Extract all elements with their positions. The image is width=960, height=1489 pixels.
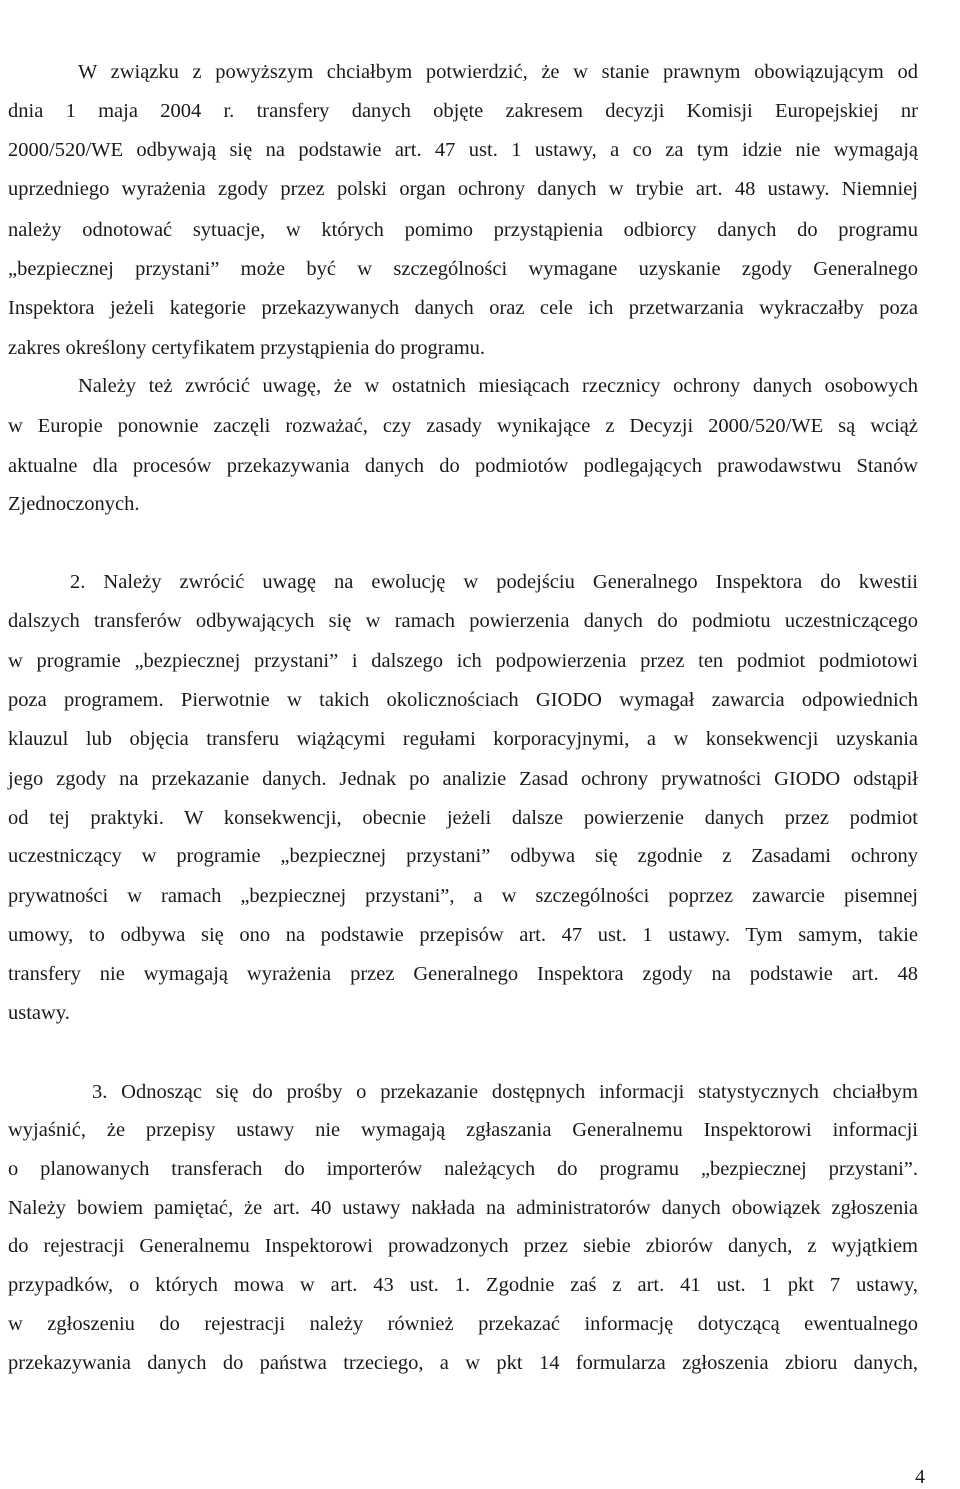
page-number: 4	[915, 1466, 925, 1488]
text-line: Zjednoczonych.	[8, 493, 140, 515]
text-line: 3. Odnosząc się do prośby o przekazanie dostępnych informacji statystycznych chciałbym	[92, 1081, 918, 1103]
text-line: zakres określony certyfikatem przystąpienia do programu.	[8, 337, 486, 359]
text-line: należy odnotować sytuacje, w których pomimo przystąpienia odbiorcy danych do programu	[8, 219, 918, 241]
text-line: W związku z powyższym chciałbym potwierdzić, że w stanie prawnym obowiązującym od	[78, 61, 918, 83]
text-line: Należy też zwrócić uwagę, że w ostatnich miesiącach rzecznicy ochrony danych osobowych	[78, 375, 918, 397]
text-line: przekazywania danych do państwa trzeciego, a w pkt 14 formularza zgłoszenia zbioru danych,	[8, 1352, 918, 1374]
text-line: uczestniczący w programie „bezpiecznej przystani” odbywa się zgodnie z Zasadami ochrony	[8, 845, 918, 867]
text-line: do rejestracji Generalnemu Inspektorowi prowadzonych przez siebie zbiorów danych, z wyjątkiem	[8, 1235, 918, 1257]
text-line: o planowanych transferach do importerów należących do programu „bezpiecznej przystani”.	[8, 1158, 918, 1180]
text-line: w programie „bezpiecznej przystani” i dalszego ich podpowierzenia przez ten podmiot podmiotowi	[8, 650, 918, 672]
text-line: 2000/520/WE odbywają się na podstawie art. 47 ust. 1 ustawy, a co za tym idzie nie wymagają	[8, 139, 918, 161]
text-line: prywatności w ramach „bezpiecznej przystani”, a w szczególności poprzez zawarcie pisemnej	[8, 885, 918, 907]
text-line: uprzedniego wyrażenia zgody przez polski organ ochrony danych w trybie art. 48 ustawy. Niemniej	[8, 178, 918, 200]
text-line: 2. Należy zwrócić uwagę na ewolucję w podejściu Generalnego Inspektora do kwestii	[70, 571, 918, 593]
text-line: ustawy.	[8, 1002, 70, 1024]
text-line: poza programem. Pierwotnie w takich okolicznościach GIODO wymagał zawarcia odpowiednich	[8, 689, 918, 711]
text-line: wyjaśnić, że przepisy ustawy nie wymagają zgłaszania Generalnemu Inspektorowi informacji	[8, 1119, 918, 1141]
text-line: od tej praktyki. W konsekwencji, obecnie jeżeli dalsze powierzenie danych przez podmiot	[8, 807, 918, 829]
text-line: dnia 1 maja 2004 r. transfery danych objęte zakresem decyzji Komisji Europejskiej nr	[8, 100, 918, 122]
text-line: jego zgody na przekazanie danych. Jednak po analizie Zasad ochrony prywatności GIODO odstąpił	[8, 768, 918, 790]
text-line: „bezpiecznej przystani” może być w szczególności wymagane uzyskanie zgody Generalnego	[8, 258, 918, 280]
text-line: umowy, to odbywa się ono na podstawie przepisów art. 47 ust. 1 ustawy. Tym samym, takie	[8, 924, 918, 946]
text-line: dalszych transferów odbywających się w ramach powierzenia danych do podmiotu uczestniczącego	[8, 610, 918, 632]
text-line: przypadków, o których mowa w art. 43 ust. 1. Zgodnie zaś z art. 41 ust. 1 pkt 7 ustawy,	[8, 1274, 918, 1296]
text-line: aktualne dla procesów przekazywania danych do podmiotów podlegających prawodawstwu Stanów	[8, 455, 918, 477]
text-line: Inspektora jeżeli kategorie przekazywanych danych oraz cele ich przetwarzania wykraczałby poza	[8, 297, 918, 319]
text-line: klauzul lub objęcia transferu wiążącymi regułami korporacyjnymi, a w konsekwencji uzyskania	[8, 728, 918, 750]
text-line: w Europie ponownie zaczęli rozważać, czy zasady wynikające z Decyzji 2000/520/WE są wciąż	[8, 415, 918, 437]
text-line: Należy bowiem pamiętać, że art. 40 ustawy nakłada na administratorów danych obowiązek zgłoszenia	[8, 1197, 918, 1219]
text-line: w zgłoszeniu do rejestracji należy również przekazać informację dotyczącą ewentualnego	[8, 1313, 918, 1335]
text-line: transfery nie wymagają wyrażenia przez Generalnego Inspektora zgody na podstawie art. 48	[8, 963, 918, 985]
